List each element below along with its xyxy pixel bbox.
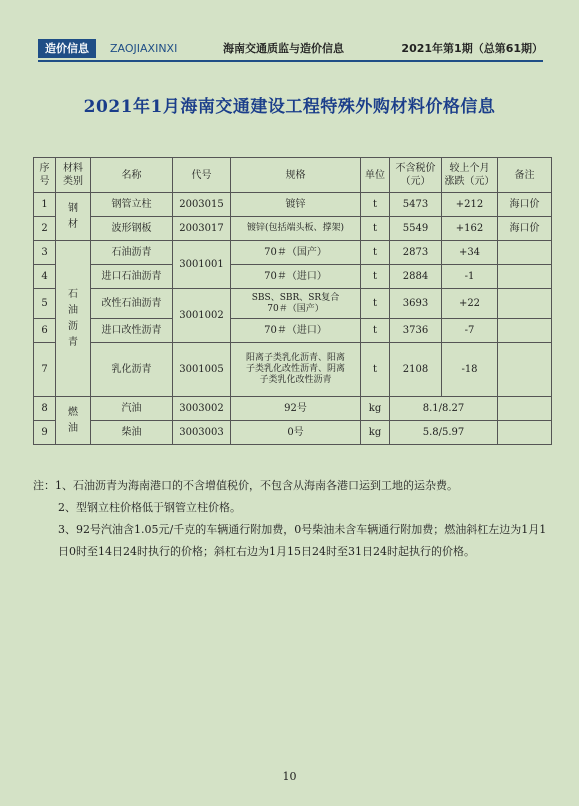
table-row: 8 燃 油 汽油 3003002 92号 kg 8.1/8.27: [34, 397, 552, 421]
header-code: 代号: [173, 158, 231, 193]
table-header-row: [34, 158, 552, 193]
page-title: 2021年1月海南交通建设工程特殊外购材料价格信息: [83, 97, 496, 117]
page-number: 10: [282, 770, 297, 783]
note-1: 注：1、石油沥青为海南港口的不含增值税价，不包含从海南各港口运到工地的运杂费。: [33, 479, 458, 492]
header-change: 较上个月 涨跌（元）: [442, 158, 498, 193]
header-spec: 规格: [231, 158, 361, 193]
table-row: 3 石 油 沥 青 石油沥青 3001001 70＃（国产） t 2873 +34: [34, 241, 552, 265]
table-row: 7 乳化沥青 3001005 阳离子类乳化沥青、阳离 子类乳化改性沥青、阴离 子类乳化改性沥青 t 2108 -18: [34, 343, 552, 397]
magazine-name: 海南交通质监与造价信息: [223, 42, 344, 55]
section-tag: 造价信息: [38, 39, 96, 58]
page-header: [38, 38, 543, 62]
table-row: 1 钢 材 钢管立柱 2003015 镀锌 t 5473 +212 海口价: [34, 193, 552, 217]
header-name: 名称: [91, 158, 173, 193]
table-row: 2 波形钢板 2003017 镀锌(包括端头板、撑架) t 5549 +162 海口价: [34, 217, 552, 241]
table-row: 9 柴油 3003003 0号 kg 5.8/5.97: [34, 421, 552, 445]
section-pinyin: ZAOJIAXINXI: [110, 42, 178, 55]
table-row: 4 进口石油沥青 70＃（进口） t 2884 -1: [34, 265, 552, 289]
issue-number: 2021年第1期（总第61期）: [401, 42, 543, 55]
category-steel: 钢 材: [56, 193, 91, 241]
header-seq: 序 号: [34, 158, 56, 193]
note-3: 3、92号汽油含1.05元/千克的车辆通行附加费，0号柴油未含车辆通行附加费；燃油斜杠左边为1月1日0时至14日24时执行的价格；斜杠右边为1月15日24时至31日24时起执行的价格。: [58, 523, 547, 558]
header-note: 备注: [498, 158, 552, 193]
header-price: 不含税价 （元）: [390, 158, 442, 193]
category-asphalt: 石 油 沥 青: [56, 241, 91, 397]
category-fuel: 燃 油: [56, 397, 91, 445]
table-row: 5 改性石油沥青 3001002 SBS、SBR、SR复合 70＃（国产） t 3693 +22: [34, 289, 552, 319]
header-unit: 单位: [361, 158, 390, 193]
notes: [33, 475, 553, 563]
table-row: 6 进口改性沥青 70＃（进口） t 3736 -7: [34, 319, 552, 343]
price-table: [33, 157, 552, 445]
note-2: 2、型钢立柱价格低于钢管立柱价格。: [58, 501, 241, 514]
header-category: 材料 类别: [56, 158, 91, 193]
